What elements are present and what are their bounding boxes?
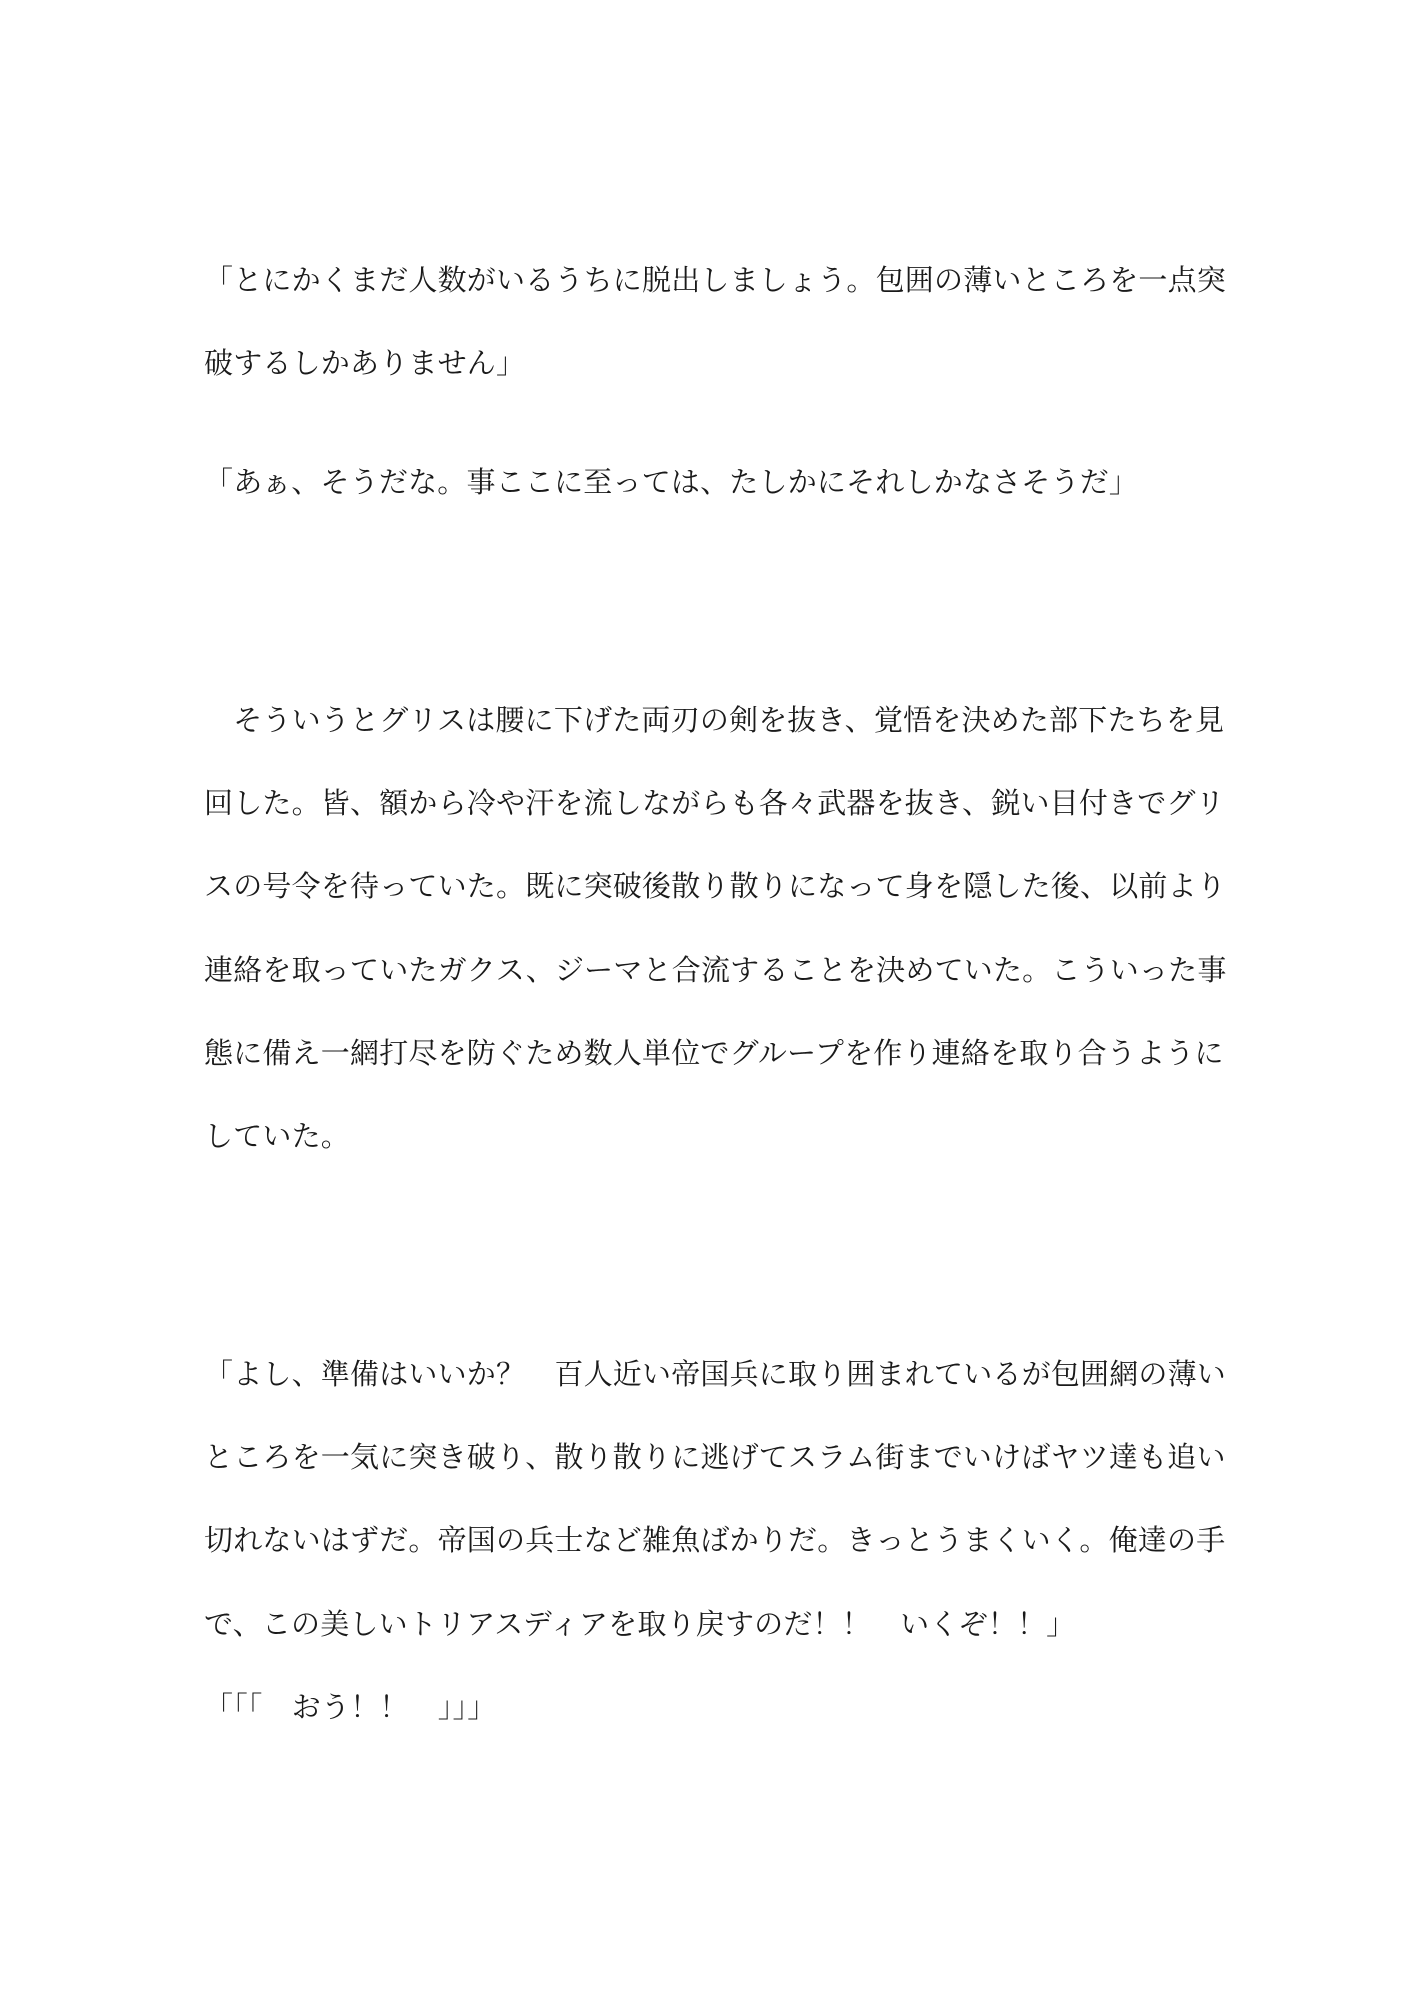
text-line: ところを一気に突き破り、散り散りに逃げてスラム街までいけばヤツ達も追い xyxy=(204,1440,1226,1474)
text-line: 「よし、準備はいいか？ 百人近い帝国兵に取り囲まれているが包囲網の薄い xyxy=(204,1357,1227,1391)
text-line: 切れないはずだ。帝国の兵士など雑魚ばかりだ。きっとうまくいく。俺達の手 xyxy=(204,1523,1226,1557)
text-line: 破するしかありません」 xyxy=(204,346,526,380)
text-line: そういうとグリスは腰に下げた両刃の剣を抜き、覚悟を決めた部下たちを見 xyxy=(204,703,1225,737)
text-line: で、この美しいトリアスディアを取り戻すのだ！！ いくぞ！！」 xyxy=(204,1607,1076,1641)
text-line: スの号令を待っていた。既に突破後散り散りになって身を隠した後、以前より xyxy=(204,869,1227,903)
text-line: 「「「 おう！！ 」」」 xyxy=(204,1690,497,1724)
text-line: 「あぁ、そうだな。事ここに至っては、たしかにそれしかなさそうだ」 xyxy=(204,465,1139,499)
text-line: していた。 xyxy=(204,1119,351,1153)
text-line: 態に備え一網打尽を防ぐため数人単位でグループを作り連絡を取り合うように xyxy=(204,1036,1224,1070)
text-line: 「とにかくまだ人数がいるうちに脱出しましょう。包囲の薄いところを一点突 xyxy=(204,263,1227,297)
text-line: 連絡を取っていたガクス、ジーマと合流することを決めていた。こういった事 xyxy=(204,953,1227,987)
text-line: 回した。皆、額から冷や汗を流しながらも各々武器を抜き、鋭い目付きでグリ xyxy=(204,786,1225,820)
